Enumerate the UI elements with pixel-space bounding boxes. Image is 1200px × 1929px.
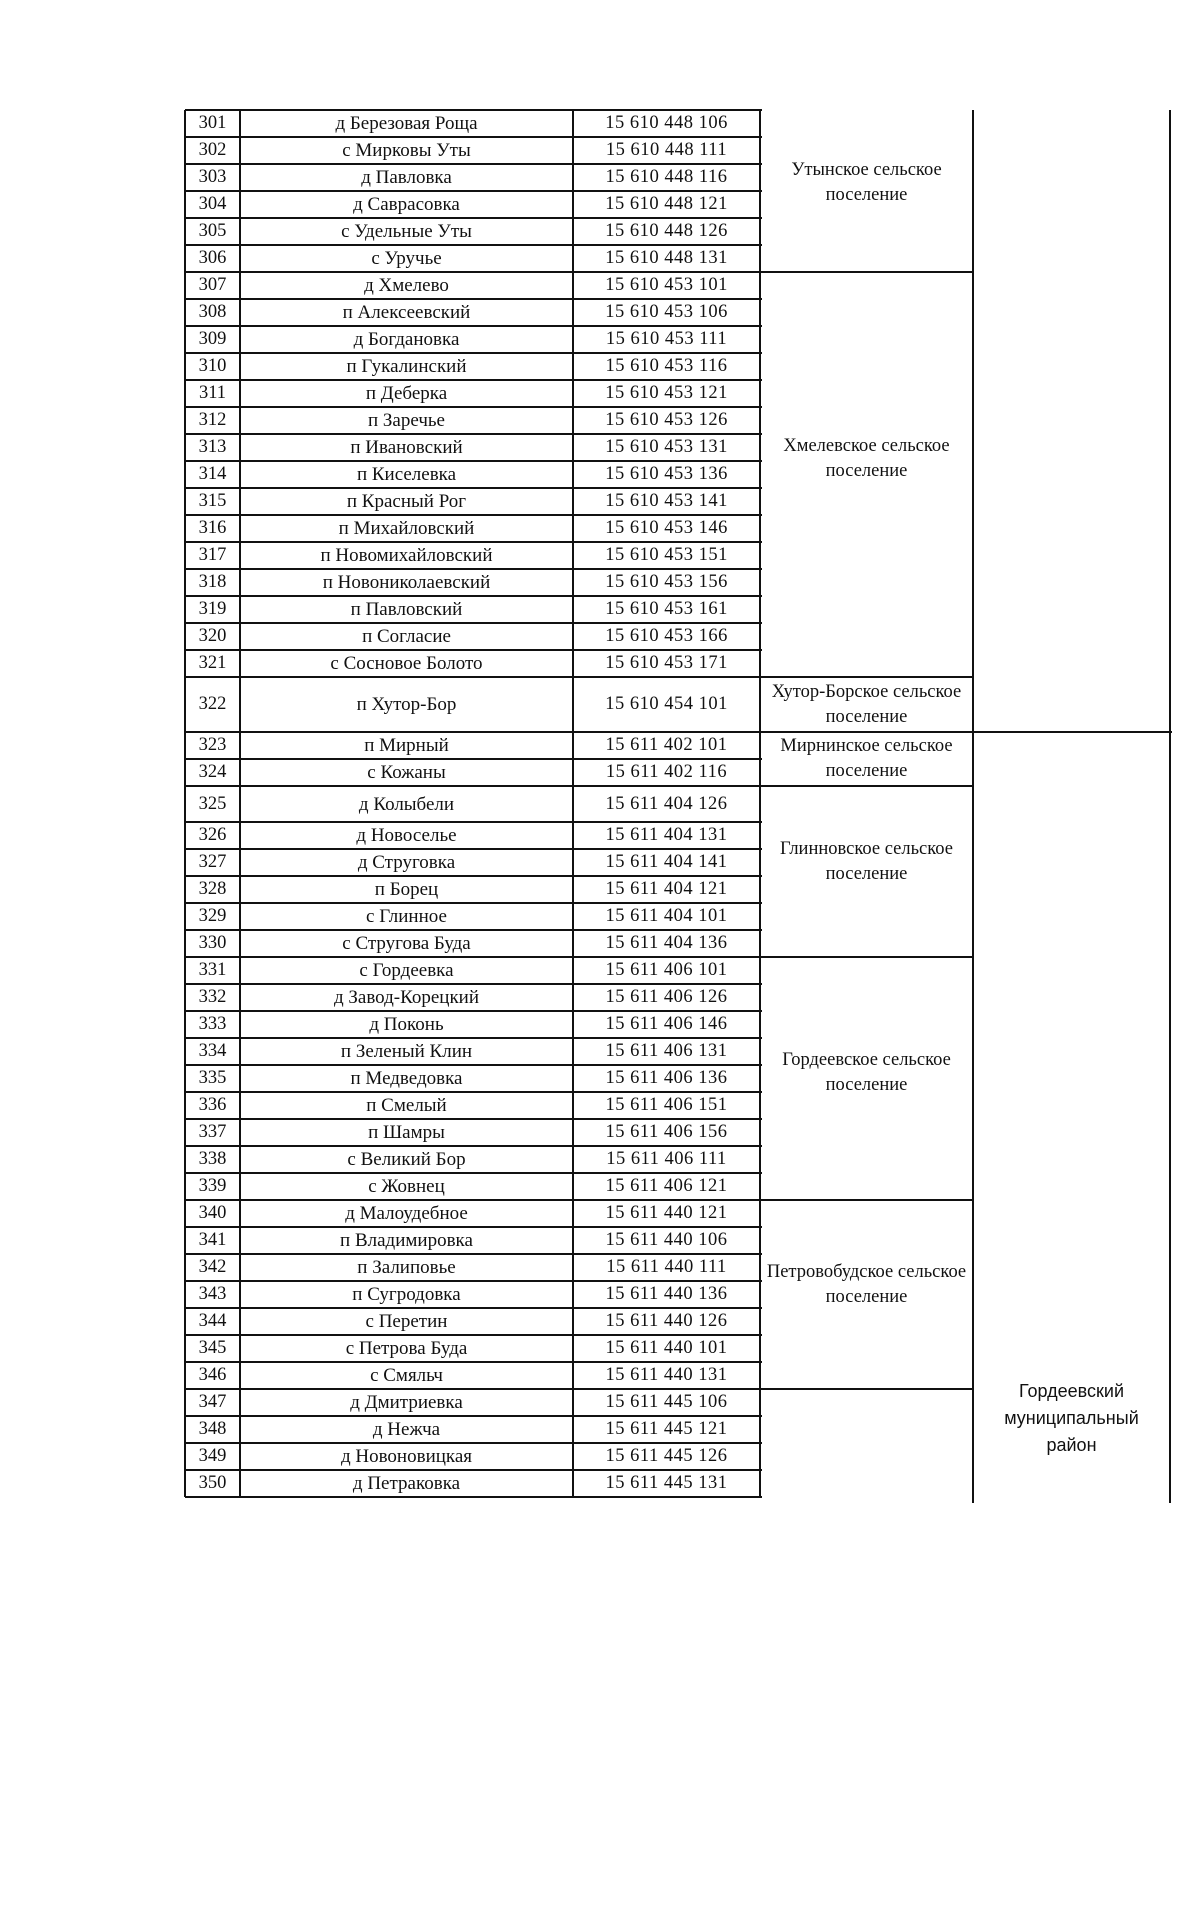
settlement-name: п Медведовка [350, 1068, 463, 1089]
settlement-name: д Богдановка [353, 329, 460, 350]
row-number: 336 [198, 1095, 227, 1115]
row-number: 337 [198, 1122, 227, 1142]
oktmo-code: 15 610 448 126 [605, 221, 728, 241]
oktmo-code: 15 610 453 136 [605, 464, 728, 484]
oktmo-code: 15 610 448 131 [605, 248, 728, 268]
settlement-name: п Согласие [362, 626, 451, 647]
row-number: 313 [198, 437, 227, 457]
settlement-name: с Петрова Буда [345, 1338, 468, 1359]
row-border [185, 595, 762, 597]
row-border [185, 902, 762, 904]
row-number: 324 [198, 762, 227, 782]
row-number: 346 [198, 1365, 227, 1385]
oktmo-code: 15 610 453 106 [605, 302, 728, 322]
row-number: 323 [198, 735, 227, 755]
row-number: 310 [198, 356, 227, 376]
settlement-name: с Перетин [365, 1311, 448, 1332]
oktmo-code: 15 611 445 131 [605, 1473, 728, 1493]
oktmo-code: 15 611 445 121 [605, 1419, 728, 1439]
settlement-name: п Деберка [365, 383, 448, 404]
municipality-name: Мирнинское сельское поселение [780, 736, 953, 781]
group-border [760, 271, 973, 273]
column-border [972, 110, 974, 1503]
row-number: 322 [198, 694, 227, 714]
row-border [185, 1064, 762, 1066]
oktmo-code: 15 610 453 141 [605, 491, 728, 511]
oktmo-code: 15 610 453 101 [605, 275, 728, 295]
settlement-name: п Заречье [368, 410, 445, 431]
row-number: 312 [198, 410, 227, 430]
row-border [185, 163, 762, 165]
row-border [185, 1091, 762, 1093]
settlement-name: п Новомихайловский [320, 545, 493, 566]
oktmo-code: 15 610 453 146 [605, 518, 728, 538]
oktmo-code: 15 610 453 171 [605, 653, 728, 673]
table-bottom-border [185, 1496, 762, 1498]
row-border [185, 731, 762, 733]
settlement-name: с Гордеевка [359, 960, 454, 981]
oktmo-code: 15 611 406 156 [605, 1122, 728, 1142]
row-number: 320 [198, 626, 227, 646]
column-border [759, 110, 761, 1497]
settlement-name: д Новоселье [356, 825, 457, 846]
row-border [185, 190, 762, 192]
oktmo-code: 15 610 453 126 [605, 410, 728, 430]
row-border [185, 1334, 762, 1336]
settlement-name: п Ивановский [350, 437, 463, 458]
district-name: Гордеевский муниципальный район [1004, 1380, 1139, 1455]
oktmo-code: 15 611 440 136 [605, 1284, 728, 1304]
municipality-name: Гордеевское сельское поселение [782, 1049, 951, 1095]
settlement-name: п Мирный [364, 735, 449, 756]
row-number: 307 [198, 275, 227, 295]
oktmo-code: 15 611 404 141 [605, 852, 728, 872]
settlement-name: с Стругова Буда [342, 933, 471, 954]
oktmo-code: 15 610 453 151 [605, 545, 728, 565]
oktmo-code: 15 611 406 101 [605, 960, 728, 980]
settlement-name: д Малоудебное [345, 1203, 468, 1224]
settlement-name: п Зеленый Клин [340, 1041, 473, 1062]
municipality-name: Петровобудское сельское поселение [766, 1261, 967, 1307]
settlement-name: д Хмелево [364, 275, 449, 296]
row-number: 327 [198, 852, 227, 872]
row-border [185, 758, 762, 760]
settlement-name: п Смелый [366, 1095, 447, 1116]
municipality-name [760, 1389, 973, 1497]
oktmo-code: 15 610 448 106 [605, 113, 728, 133]
oktmo-code: 15 610 448 121 [605, 194, 728, 214]
oktmo-code: 15 610 454 101 [605, 694, 728, 714]
row-border [185, 1145, 762, 1147]
oktmo-code: 15 610 453 166 [605, 626, 728, 646]
row-border [185, 848, 762, 850]
row-number: 319 [198, 599, 227, 619]
group-border [760, 785, 973, 787]
row-number: 317 [198, 545, 227, 565]
settlement-name: д Струговка [357, 852, 456, 873]
oktmo-code: 15 611 406 121 [605, 1176, 728, 1196]
row-border [185, 379, 762, 381]
district-border [760, 731, 1172, 733]
column-border [184, 110, 186, 1497]
oktmo-code: 15 611 404 121 [605, 879, 728, 899]
oktmo-code: 15 610 453 156 [605, 572, 728, 592]
row-border [185, 217, 762, 219]
row-number: 335 [198, 1068, 227, 1088]
row-border [185, 1307, 762, 1309]
row-number: 316 [198, 518, 227, 538]
row-number: 338 [198, 1149, 227, 1169]
row-border [185, 1037, 762, 1039]
row-number: 345 [198, 1338, 227, 1358]
row-number: 303 [198, 167, 227, 187]
row-number: 301 [198, 113, 227, 133]
municipality-name: Глинновское сельское поселение [780, 838, 953, 884]
row-number: 305 [198, 221, 227, 241]
oktmo-code: 15 610 448 111 [605, 140, 728, 160]
oktmo-code: 15 611 440 106 [605, 1230, 728, 1250]
oktmo-code: 15 611 406 151 [605, 1095, 728, 1115]
oktmo-code: 15 611 406 146 [605, 1014, 728, 1034]
row-border [185, 821, 762, 823]
oktmo-code: 15 611 440 126 [605, 1311, 728, 1331]
settlement-name: д Саврасовка [353, 194, 460, 215]
row-border [185, 929, 762, 931]
row-border [185, 622, 762, 624]
settlement-name: с Жовнец [368, 1176, 445, 1197]
row-border [185, 1361, 762, 1363]
oktmo-code: 15 611 406 126 [605, 987, 728, 1007]
row-number: 306 [198, 248, 227, 268]
row-border [185, 1010, 762, 1012]
group-border [760, 1388, 973, 1390]
row-border [185, 1226, 762, 1228]
settlement-name: д Березовая Роща [335, 113, 478, 134]
row-number: 328 [198, 879, 227, 899]
row-number: 339 [198, 1176, 227, 1196]
row-border [185, 1172, 762, 1174]
row-number: 344 [198, 1311, 227, 1331]
oktmo-code: 15 611 440 121 [605, 1203, 728, 1223]
row-border [185, 541, 762, 543]
row-border [185, 956, 762, 958]
municipality-name: Утынское сельское поселение [791, 160, 942, 205]
row-border [185, 298, 762, 300]
oktmo-code: 15 611 440 101 [605, 1338, 728, 1358]
row-number: 330 [198, 933, 227, 953]
row-border [185, 1253, 762, 1255]
settlement-name: д Новоновицкая [340, 1446, 473, 1467]
settlement-name: д Петраковка [352, 1473, 461, 1494]
row-number: 311 [198, 383, 227, 403]
row-border [185, 1388, 762, 1390]
oktmo-code: 15 610 453 116 [605, 356, 728, 376]
row-number: 304 [198, 194, 227, 214]
row-number: 326 [198, 825, 227, 845]
row-border [185, 1118, 762, 1120]
row-border [185, 785, 762, 787]
settlement-name: с Смяльч [370, 1365, 443, 1386]
group-border [760, 676, 973, 678]
row-number: 302 [198, 140, 227, 160]
oktmo-code: 15 610 448 116 [605, 167, 728, 187]
oktmo-code: 15 611 440 131 [605, 1365, 728, 1385]
row-number: 309 [198, 329, 227, 349]
row-number: 331 [198, 960, 227, 980]
settlement-name: п Владимировка [340, 1230, 473, 1251]
row-border [185, 1415, 762, 1417]
settlement-name: п Михайловский [338, 518, 475, 539]
settlement-name: п Сугродовка [352, 1284, 461, 1305]
row-border [185, 406, 762, 408]
settlement-name: п Хутор-Бор [356, 694, 457, 715]
row-number: 332 [198, 987, 227, 1007]
municipality-name: Хутор-Борское сельское поселение [771, 681, 962, 727]
settlement-name: д Нежча [372, 1419, 441, 1440]
oktmo-code: 15 611 404 131 [605, 825, 728, 845]
settlement-name: п Павловский [350, 599, 463, 620]
oktmo-code: 15 610 453 111 [605, 329, 728, 349]
row-border [185, 514, 762, 516]
municipality-name: Хмелевское сельское поселение [783, 435, 950, 481]
settlement-name: д Колыбели [358, 793, 455, 815]
row-border [185, 136, 762, 138]
oktmo-code: 15 611 402 116 [605, 762, 728, 782]
row-border [185, 325, 762, 327]
row-number: 348 [198, 1419, 227, 1439]
oktmo-code: 15 611 406 111 [606, 1149, 727, 1169]
settlement-name: с Уручье [371, 248, 442, 269]
group-border [760, 1199, 973, 1201]
oktmo-code: 15 611 440 111 [606, 1257, 727, 1277]
row-border [185, 352, 762, 354]
settlement-name: с Великий Бор [347, 1149, 466, 1170]
row-number: 329 [198, 906, 227, 926]
oktmo-code: 15 611 404 126 [605, 793, 728, 814]
row-border [185, 875, 762, 877]
row-border [185, 676, 762, 678]
row-border [185, 1469, 762, 1471]
oktmo-code: 15 610 453 121 [605, 383, 728, 403]
oktmo-code: 15 611 404 136 [605, 933, 728, 953]
column-border [572, 110, 574, 1497]
settlement-name: с Удельные Уты [341, 221, 472, 242]
settlement-name: п Алексеевский [342, 302, 471, 323]
settlement-name: с Глинное [366, 906, 447, 927]
row-border [185, 1199, 762, 1201]
row-number: 341 [198, 1230, 227, 1250]
row-number: 333 [198, 1014, 227, 1034]
settlement-name: п Новониколаевский [322, 572, 491, 593]
row-border [185, 460, 762, 462]
oktmo-code: 15 611 406 136 [605, 1068, 728, 1088]
column-border [1169, 110, 1171, 1503]
settlement-name: с Сосновое Болото [330, 653, 483, 674]
row-number: 318 [198, 572, 227, 592]
row-number: 321 [198, 653, 227, 673]
row-number: 340 [198, 1203, 227, 1223]
row-number: 315 [198, 491, 227, 511]
row-border [185, 487, 762, 489]
group-border [760, 956, 973, 958]
settlement-name: п Залиповье [357, 1257, 456, 1278]
row-number: 314 [198, 464, 227, 484]
settlement-name: д Павловка [361, 167, 452, 188]
column-border [239, 110, 241, 1497]
oktmo-code: 15 611 402 101 [605, 735, 728, 755]
row-number: 342 [198, 1257, 227, 1277]
oktmo-code: 15 611 406 131 [605, 1041, 728, 1061]
row-border [185, 983, 762, 985]
settlement-name: п Борец [374, 879, 439, 900]
row-number: 343 [198, 1284, 227, 1304]
row-border [185, 271, 762, 273]
settlement-name: д Дмитриевка [350, 1392, 463, 1413]
row-border [185, 244, 762, 246]
row-border [185, 1280, 762, 1282]
row-border [185, 649, 762, 651]
oktmo-code: 15 610 453 131 [605, 437, 728, 457]
row-number: 350 [198, 1473, 227, 1493]
settlement-name: п Киселевка [356, 464, 457, 485]
settlement-name: д Поконь [369, 1014, 444, 1035]
settlement-name: п Гукалинский [346, 356, 467, 377]
oktmo-code: 15 611 445 106 [605, 1392, 728, 1412]
row-number: 308 [198, 302, 227, 322]
row-border [185, 433, 762, 435]
row-border [185, 1442, 762, 1444]
row-number: 349 [198, 1446, 227, 1466]
row-border [185, 109, 762, 111]
settlement-name: п Красный Рог [346, 491, 467, 512]
oktmo-code: 15 611 445 126 [605, 1446, 728, 1466]
row-border [185, 568, 762, 570]
row-number: 334 [198, 1041, 227, 1061]
row-number: 325 [198, 793, 227, 814]
row-number: 347 [198, 1392, 227, 1412]
settlement-name: с Кожаны [367, 762, 446, 783]
oktmo-code: 15 610 453 161 [605, 599, 728, 619]
settlement-name: п Шамры [368, 1122, 445, 1143]
oktmo-code: 15 611 404 101 [605, 906, 728, 926]
settlement-name: д Завод-Корецкий [333, 987, 480, 1008]
settlement-name: с Мирковы Уты [342, 140, 471, 161]
